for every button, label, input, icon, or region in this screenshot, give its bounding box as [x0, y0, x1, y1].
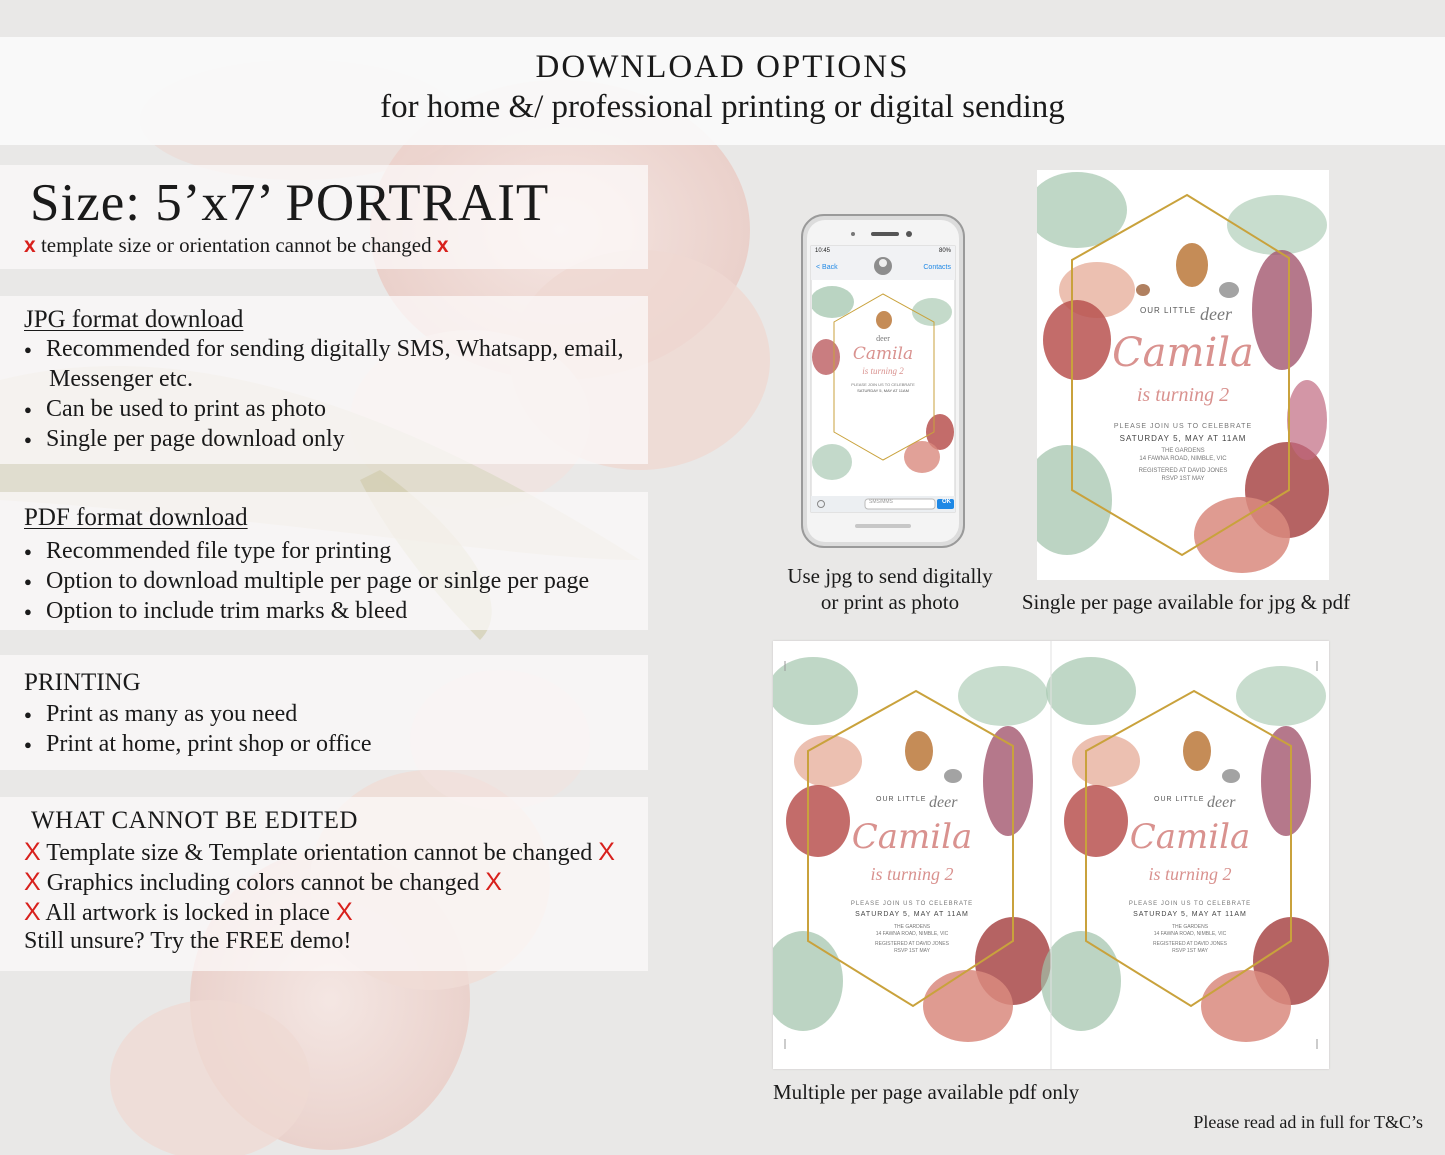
multiple-caption: Multiple per page available pdf only — [773, 1080, 1080, 1104]
phone-back-link[interactable]: < Back — [816, 264, 838, 271]
list-item: ● Print at home, print shop or office — [24, 729, 372, 759]
red-x-icon: X — [598, 838, 615, 866]
red-x-icon: X — [485, 868, 502, 896]
cannot-edit-line: X All artwork is locked in place X — [24, 898, 353, 926]
phone-mockup — [801, 214, 965, 548]
size-title: Size: 5’x7’ PORTRAIT — [30, 174, 550, 232]
list-item: ● Print as many as you need — [24, 699, 372, 729]
phone-caption: Use jpg to send digitally or print as photo — [787, 564, 993, 614]
list-item: ● Recommended for sending digitally SMS, Whatsapp, email, — [24, 334, 623, 364]
invite-animal: deer — [1200, 304, 1232, 324]
list-item: Messenger etc. — [49, 366, 193, 392]
pdf-title: PDF format download — [24, 504, 248, 531]
printing-title: PRINTING — [24, 669, 141, 696]
red-x-icon: X — [24, 838, 41, 866]
red-x-icon: X — [335, 898, 353, 926]
footer-note: Please read ad in full for T&C’s — [1193, 1112, 1423, 1132]
jpg-list — [24, 334, 623, 454]
list-item: ● Option to download multiple per page or sinlge per page — [24, 566, 589, 596]
page-subtitle: for home &/ professional printing or digital sending — [380, 89, 1065, 125]
size-panel — [0, 165, 648, 269]
printing-panel — [0, 655, 648, 770]
pdf-panel — [0, 492, 648, 630]
printing-list — [24, 699, 372, 759]
invite-small-heading: OUR LITTLE — [1140, 306, 1197, 315]
jpg-panel — [0, 296, 648, 464]
phone-battery: 80% — [938, 248, 951, 254]
list-item: ● Single per page download only — [24, 424, 623, 454]
red-x-icon: x — [24, 234, 36, 257]
single-caption: Single per page available for jpg & pdf — [1021, 590, 1351, 614]
free-demo-text: Still unsure? Try the FREE demo! — [24, 928, 352, 954]
invite-name: Camila — [1112, 330, 1254, 376]
page-title: DOWNLOAD OPTIONS — [535, 49, 910, 85]
cannot-edit-title: WHAT CANNOT BE EDITED — [31, 807, 358, 834]
red-x-icon: X — [24, 868, 41, 896]
red-x-icon: x — [436, 234, 449, 257]
ok-button[interactable]: OK — [942, 499, 951, 505]
cannot-edit-panel — [0, 797, 648, 971]
red-x-icon: X — [24, 898, 41, 926]
sms-input[interactable]: SMS/MMS — [869, 499, 893, 505]
phone-contacts-link[interactable]: Contacts — [923, 264, 951, 271]
header-band — [0, 37, 1445, 145]
list-item: ● Can be used to print as photo — [24, 394, 623, 424]
multiple-invitation-sheet: OUR LITTLE deer Camila is turning 2 PLEASE JOIN US TO CELEBRATE SATURDAY 5, MAY AT 11AM THE GARDENS 14 FAWNA ROAD, NIMBLE, VIC REGISTERED AT DAVID JONES RSVP 1ST MAY OUR LITTLE deer Camila is turning 2 PLEASE JOIN US TO CELEBRATE SATURDAY 5, MAY AT 11AM THE GARDENS 14 FAWNA ROAD, NIMBLE, VIC REGISTERED AT DAVID JONES RSVP 1ST MAY — [773, 641, 1329, 1069]
phone-time: 10:45 — [815, 248, 831, 254]
cannot-edit-line: X Graphics including colors cannot be changed X — [24, 868, 502, 896]
phone-invitation: deer Camila is turning 2 PLEASE JOIN US TO CELEBRATE SATURDAY 5, MAY AT 11AM — [812, 282, 954, 494]
size-note — [24, 233, 449, 258]
jpg-title: JPG format download — [24, 306, 244, 333]
list-item: ● Recommended file type for printing — [24, 536, 589, 566]
size-note-text: template size or orientation cannot be changed — [35, 233, 437, 257]
invite-turning: is turning 2 — [1136, 384, 1230, 406]
single-invitation-card: OUR LITTLE deer Camila is turning 2 PLEASE JOIN US TO CELEBRATE SATURDAY 5, MAY AT 11AM THE GARDENS 14 FAWNA ROAD, NIMBLE, VIC REGISTERED AT DAVID JONES RSVP 1ST MAY — [1037, 170, 1329, 580]
pdf-list — [24, 536, 589, 626]
cannot-edit-line: X Template size & Template orientation cannot be changed X — [24, 838, 615, 866]
list-item: ● Option to include trim marks & bleed — [24, 596, 589, 626]
